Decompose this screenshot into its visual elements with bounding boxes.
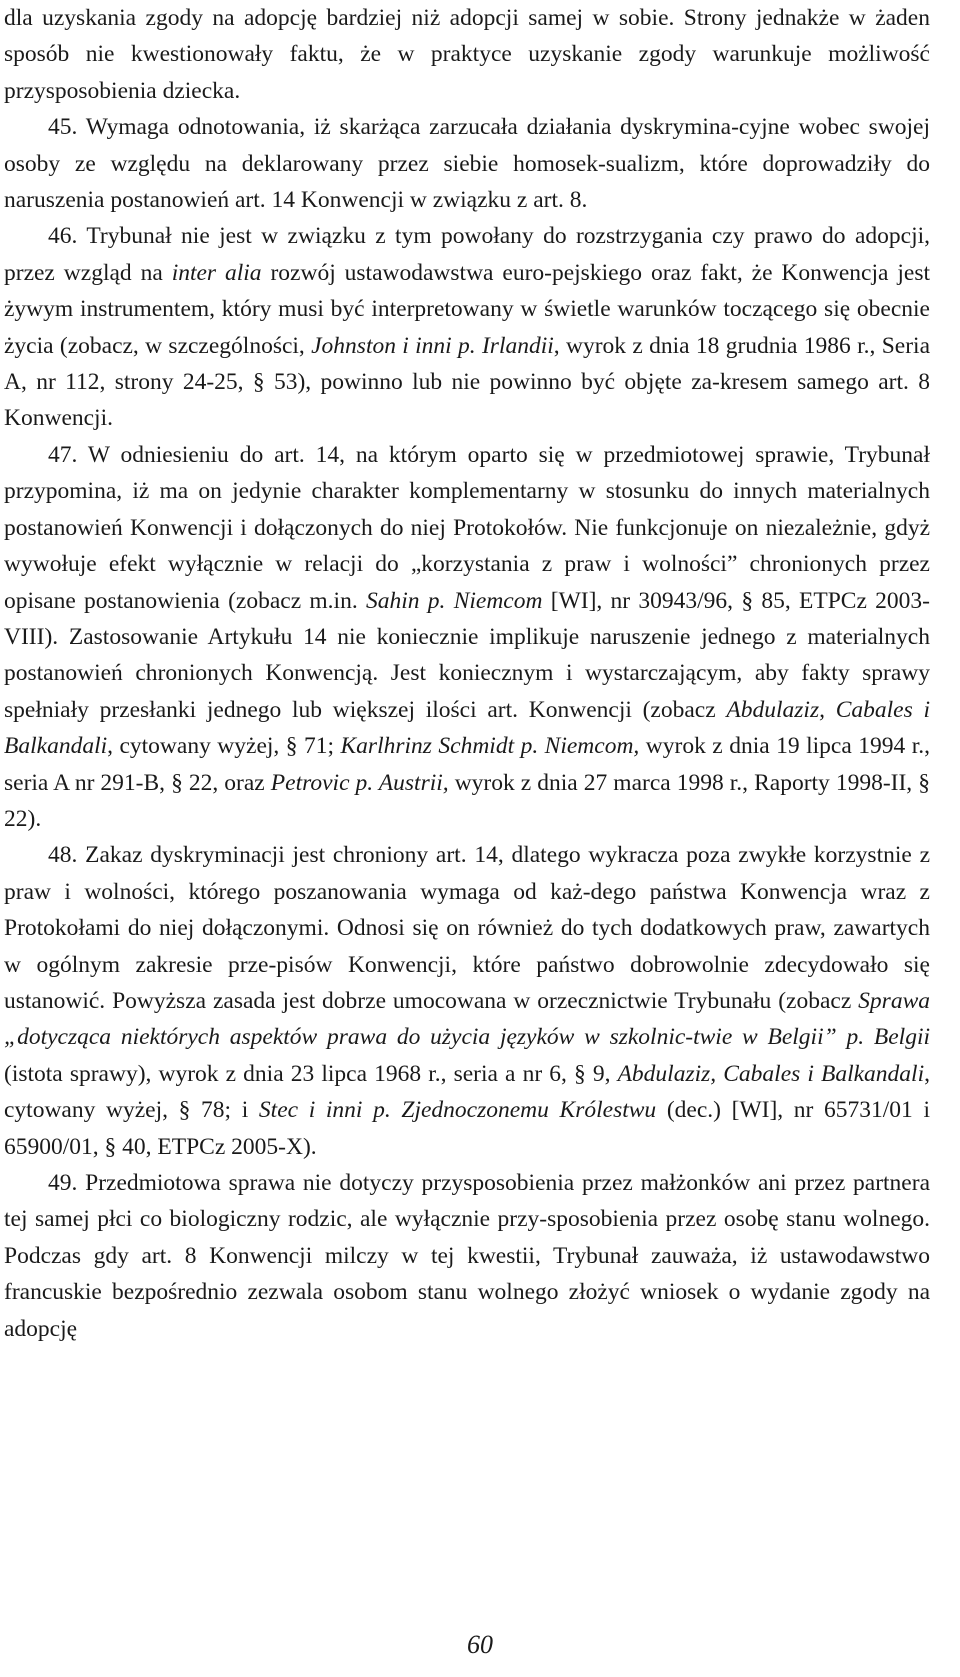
text-run: , wyrok z dnia 18 grudnia 1986 r., Seria A, nr 112, strony 24-25, § 53), powinno lub nie powinno być objęte za-kresem samego art. 8 Konwencji. <box>4 332 930 432</box>
citation-italic: Sprawa „dotycząca niektórych aspektów prawa do użycia języków w szkolnic-twie w Belgii” <box>4 987 930 1051</box>
text-run: , cytowany wyżej, § 78; i <box>4 1060 930 1124</box>
text-run: 49. Przedmiotowa sprawa nie dotyczy przysposobienia przez małżonków ani przez partnera tej samej płci co biologiczny rodzic, ale wyłącznie przy-sposobienia przez osobę stanu wolnego. Podczas gdy art. 8 Konwencji milczy w tej kwestii, Trybunał zauważa, iż ustawodawstwo francuskie bezpośrednio zezwala osobom stanu wolnego złożyć wniosek o wydanie zgody na adopcję <box>4 1170 930 1342</box>
citation-italic: Abdulaziz, Cabales i Balkandali <box>617 1060 925 1087</box>
paragraph-48 <box>4 837 930 1165</box>
citation-italic: Abdulaziz, Cabales i Balkandali <box>4 696 930 760</box>
document-body <box>4 0 930 1347</box>
text-run: 48. Zakaz dyskryminacji jest chroniony art. 14, dlatego wykracza poza zwykłe korzystnie z praw i wolności, którego poszanowania wymaga od każ-dego państwa Konwencja wraz z Protokołami do niej dołączonymi. Odnosi się on również do tych dodatkowych praw, zawartych w ogólnym zakresie prze-pisów Konwencji, które państwo dobrowolnie zdecydowało się ustanowić. Powyższa zasada jest dobrze umocowana w orzecznictwie Trybunału (zobacz <box>4 842 930 1014</box>
text-run: 46. Trybunał nie jest w związku z tym powołany do rozstrzygania czy prawo do adopcji, przez wzgląd na <box>4 223 930 286</box>
text-run: wyrok z dnia 27 marca 1998 r., Raporty 1998-II, § 22). <box>4 769 930 832</box>
citation-italic: p. Belgii <box>846 1024 931 1051</box>
text-run: dla uzyskania zgody na adopcję bardziej niż adopcji samej w sobie. Strony jednakże w żaden sposób nie kwestionowały faktu, że w praktyce uzyskanie zgody warunkuje możliwość przysposobienia dziecka. <box>4 5 930 104</box>
citation-italic: Petrovic p. Austrii, <box>270 769 449 796</box>
citation-italic: Johnston i inni p. Irlandii <box>311 332 554 359</box>
citation-italic: Sahin p. Niemcom <box>366 587 543 614</box>
paragraph-45 <box>4 109 930 218</box>
citation-italic: inter alia <box>171 259 262 286</box>
text-run: , cytowany wyżej, § 71; <box>107 733 341 760</box>
text-run: (istota sprawy), wyrok z dnia 23 lipca 1968 r., seria a nr 6, § 9, <box>4 1060 618 1087</box>
page-number: 60 <box>467 1630 493 1659</box>
text-run: wyrok z dnia 19 lipca 1994 r., seria A nr 291-B, § 22, oraz <box>4 733 931 796</box>
paragraph-47 <box>4 437 930 837</box>
paragraph-49 <box>4 1165 930 1347</box>
paragraph-continuation <box>4 0 930 109</box>
text-run: 45. Wymaga odnotowania, iż skarżąca zarzucała działania dyskrymina-cyjne wobec swojej osoby ze względu na deklarowany przez siebie homosek-sualizm, które doprowadziły do naruszenia postanowień art. 14 Konwencji w związku z art. 8. <box>4 114 930 214</box>
citation-italic: Karlhrinz Schmidt p. Niemcom, <box>340 733 640 760</box>
text-run: 47. W odniesieniu do art. 14, na którym oparto się w przedmiotowej sprawie, Trybunał przypomina, iż ma on jedynie charakter komplementarny w stosunku do innych materialnych postanowień Konwencji i dołączonych do niej Protokołów. Nie funkcjonuje on niezależnie, gdyż wywołuje efekt wyłącznie w relacji do „korzystania z praw i wolności” chronionych przez opisane postanowienia (zobacz m.in. <box>4 441 930 614</box>
citation-italic: Stec i inni p. Zjednoczonemu Królestwu <box>258 1097 657 1124</box>
text-run: [WI], nr 30943/96, § 85, ETPCz 2003-VIII). Zastosowanie Artykułu 14 nie koniecznie implikuje naruszenie jednego z materialnych postanowień chronionych Konwencją. Jest koniecznym i wystarczającym, aby fakty sprawy spełniały przesłanki jednego lub większej ilości art. Konwencji (zobacz <box>4 587 930 723</box>
paragraph-46 <box>4 218 930 436</box>
text-run: (dec.) [WI], nr 65731/01 i 65900/01, § 40, ETPCz 2005-X). <box>4 1097 930 1160</box>
text-run: rozwój ustawodawstwa euro-pejskiego oraz fakt, że Konwencja jest żywym instrumentem, który musi być interpretowany w świetle warunków toczącego się obecnie życia (zobacz, w szczególności, <box>4 259 930 359</box>
